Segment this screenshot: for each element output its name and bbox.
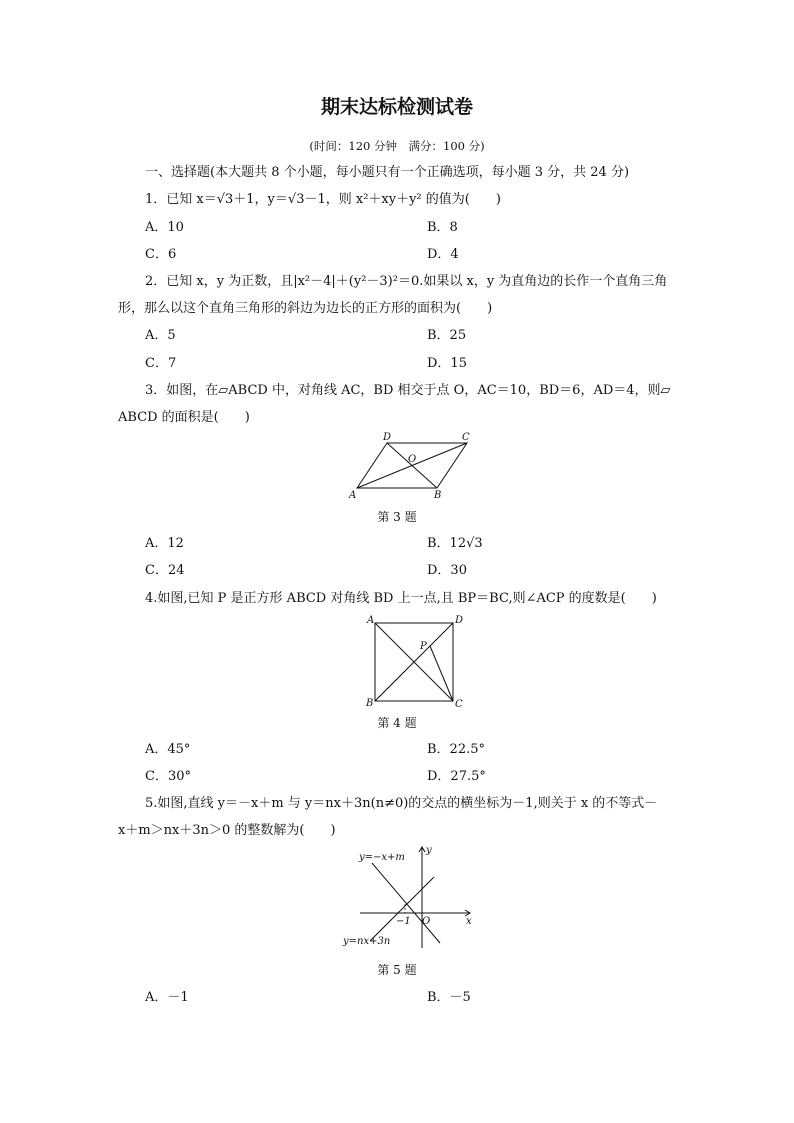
label-a: A [367,615,375,626]
label-b: B [366,698,374,709]
q3-stem-line2: ABCD 的面积是( ) [118,410,250,425]
label-y: y [426,845,432,856]
section-heading: 一、选择题(本大题共 8 个小题，每小题只有一个正确选项，每小题 3 分，共 24 分) [145,165,630,180]
q3-option-b: B．12√3 [427,536,483,551]
q4-option-c: C．30° [145,769,191,784]
label-d: D [455,615,464,626]
line-neg-x-plus-m [372,863,440,943]
q1-option-c: C．6 [145,247,177,262]
q4-option-b: B．22.5° [427,742,485,757]
q3-caption: 第 3 题 [377,510,417,524]
label-line1: y=−x+m [359,852,405,863]
line-nx-plus-3n [370,877,434,941]
q2-stem-line2: 形，那么以这个直角三角形的斜边为边长的正方形的面积为( ) [118,301,493,316]
label-origin: O [422,916,431,927]
q4-option-a: A．45° [145,742,191,757]
q3-option-d: D．30 [427,563,467,578]
label-p: P [420,641,427,652]
q5-option-b: B．－5 [427,990,471,1005]
q5-graph-figure [342,843,482,953]
q2-option-b: B．25 [427,328,467,343]
q3-parallelogram-figure [345,432,475,502]
q4-square-figure [365,612,465,712]
q3-option-a: A．12 [145,536,184,551]
label-minus-one: −1 [396,916,411,927]
q2-stem-line1: 2．已知 x，y 为正数，且|x²－4|＋(y²－3)²＝0.如果以 x，y 为直角边的长作一个直角三角 [145,274,668,289]
label-x: x [466,916,472,927]
q5-stem-line1: 5.如图,直线 y＝－x＋m 与 y＝nx＋3n(n≠0)的交点的横坐标为－1,则关于 x 的不等式－ [145,796,658,811]
q2-option-d: D．15 [427,356,467,371]
label-line2: y=nx+3n [343,936,391,947]
label-c: C [455,699,463,710]
label-d: D [383,432,392,443]
label-a: A [349,490,357,501]
q5-stem-line2: x＋m＞nx＋3n＞0 的整数解为( ) [118,823,336,838]
q3-stem-line1: 3．如图，在▱ABCD 中，对角线 AC，BD 相交于点 O，AC＝10，BD＝6，AD＝4，则▱ [145,383,671,398]
q3-option-c: C．24 [145,563,185,578]
label-c: C [462,432,470,443]
q5-option-a: A．－1 [145,990,189,1005]
diagonal-bd [387,443,437,488]
q1-option-d: D．4 [427,247,459,262]
q4-stem: 4.如图,已知 P 是正方形 ABCD 对角线 BD 上一点,且 BP＝BC,则∠ACP 的度数是( ) [145,591,657,606]
page-title: 期末达标检测试卷 [320,96,473,118]
q5-caption: 第 5 题 [377,963,417,977]
q1-option-b: B．8 [427,220,458,235]
label-o: O [408,454,417,465]
q4-option-d: D．27.5° [427,769,486,784]
segment-pc [430,646,453,701]
q2-option-c: C．7 [145,356,177,371]
q4-caption: 第 4 题 [377,716,417,730]
q2-option-a: A．5 [145,328,176,343]
q1-option-a: A．10 [145,220,184,235]
exam-info: (时间：120 分钟 满分：100 分) [309,139,485,153]
q1-stem: 1．已知 x＝√3＋1，y＝√3－1，则 x²＋xy＋y² 的值为( ) [145,192,501,207]
label-b: B [434,490,442,501]
